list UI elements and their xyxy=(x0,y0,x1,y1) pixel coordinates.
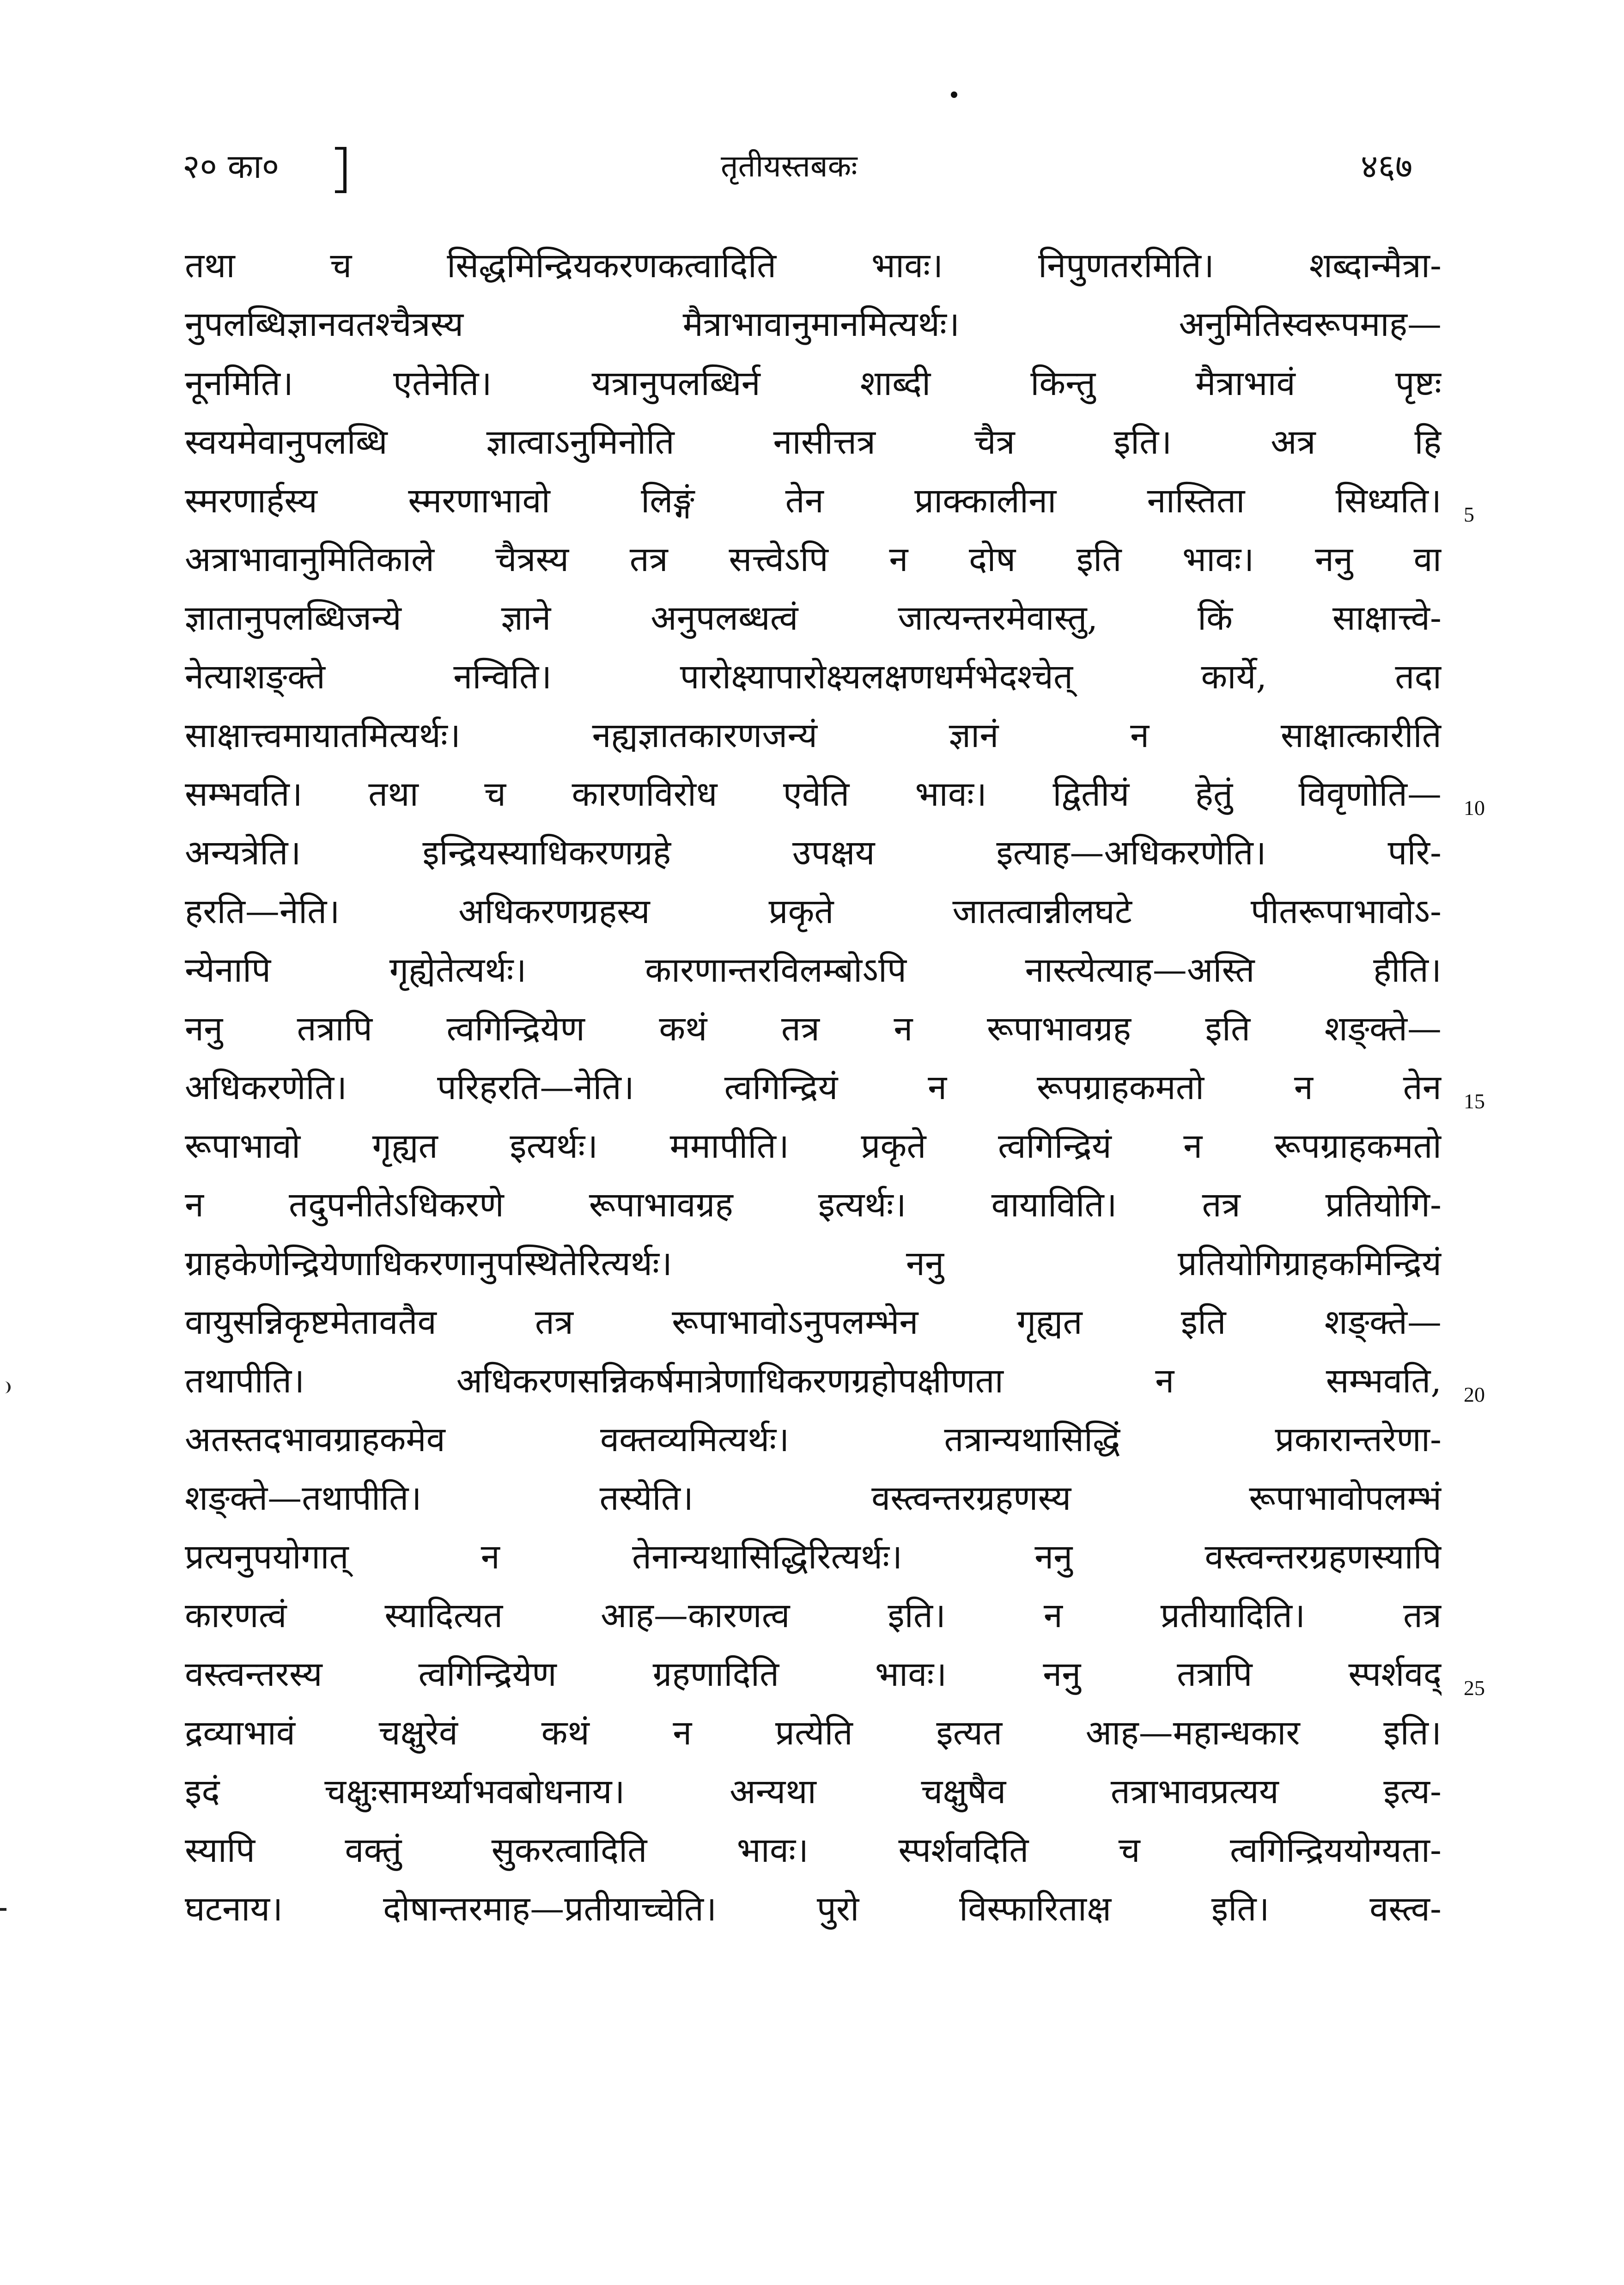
text-line: शङ्क्ते—तथापीति। तस्येति। वस्त्वन्तरग्रहणस्य रूपाभावोपलम्भं xyxy=(185,1478,1442,1518)
text-line: वस्त्वन्तरस्य त्वगिन्द्रियेण ग्रहणादिति भावः। ननु तत्रापि स्पर्शवद् xyxy=(185,1654,1442,1694)
text-line: अत्राभावानुमितिकाले चैत्रस्य तत्र सत्त्वेऽपि न दोष इति भावः। ननु वा xyxy=(185,540,1442,579)
text-line: प्रत्यनुपयोगात् न तेनान्यथासिद्धिरित्यर्थः। ननु वस्त्वन्तरग्रहणस्यापि xyxy=(185,1537,1442,1577)
text-line: तथा च सिद्धमिन्द्रियकरणकत्वादिति भावः। निपुणतरमिति। शब्दान्मैत्रा- xyxy=(185,246,1442,286)
text-line: हरति—नेति। अधिकरणग्रहस्य प्रकृते जातत्वान्नीलघटे पीतरूपाभावोऽ- xyxy=(185,892,1442,931)
text-line: इदं चक्षुःसामर्थ्याभवबोधनाय। अन्यथा चक्षुषैव तत्राभावप्रत्यय इत्य- xyxy=(185,1772,1442,1811)
line-number: 15 xyxy=(1464,1089,1485,1113)
running-header-title: तृतीयस्तबकः xyxy=(721,148,858,184)
text-line: द्रव्याभावं चक्षुरेवं कथं न प्रत्येति इत्यत आह—महान्धकार इति। xyxy=(185,1713,1442,1753)
text-line: न तदुपनीतेऽधिकरणे रूपाभावग्रह इत्यर्थः। वायाविति। तत्र प्रतियोगि- xyxy=(185,1185,1442,1225)
running-header-left: २० का० xyxy=(182,147,280,186)
text-line: सम्भवति। तथा च कारणविरोध एवेति भावः। द्वितीयं हेतुं विवृणोति— xyxy=(185,774,1442,814)
text-line: घटनाय। दोषान्तरमाह—प्रतीयाच्चेति। पुरो विस्फारिताक्ष इति। वस्त्व- xyxy=(185,1889,1442,1929)
text-line: अधिकरणेति। परिहरति—नेति। त्वगिन्द्रियं न रूपग्राहकमतो न तेन xyxy=(185,1068,1442,1107)
margin-mark xyxy=(0,1381,11,1393)
line-number: 25 xyxy=(1464,1676,1485,1700)
text-line: अतस्तदभावग्राहकमेव वक्तव्यमित्यर्थः। तत्रान्यथासिद्धिं प्रकारान्तरेणा- xyxy=(185,1420,1442,1459)
text-line: तथापीति। अधिकरणसन्निकर्षमात्रेणाधिकरणग्रहोपक्षीणता न सम्भवति, xyxy=(185,1361,1442,1401)
line-number: 10 xyxy=(1464,796,1485,820)
page-number: ४६७ xyxy=(1361,147,1413,186)
text-line: अन्यत्रेति। इन्द्रियस्याधिकरणग्रहे उपक्षय इत्याह—अधिकरणेति। परि- xyxy=(185,833,1442,873)
ink-dot xyxy=(951,91,957,98)
text-line: स्मरणार्हस्य स्मरणाभावो लिङ्गं तेन प्राक्कालीना नास्तिता सिध्यति। xyxy=(185,481,1442,521)
text-line: रूपाभावो गृह्यत इत्यर्थः। ममापीति। प्रकृते त्वगिन्द्रियं न रूपग्राहकमतो xyxy=(185,1126,1442,1166)
text-line: कारणत्वं स्यादित्यत आह—कारणत्व इति। न प्रतीयादिति। तत्र xyxy=(185,1596,1442,1635)
text-line: साक्षात्त्वमायातमित्यर्थः। नह्यज्ञातकारणजन्यं ज्ञानं न साक्षात्कारीति xyxy=(185,716,1442,755)
text-line: वायुसन्निकृष्टमेतावतैव तत्र रूपाभावोऽनुपलम्भेन गृह्यत इति शङ्क्ते— xyxy=(185,1302,1442,1342)
text-line: नूनमिति। एतेनेति। यत्रानुपलब्धिर्न शाब्दी किन्तु मैत्राभावं पृष्टः xyxy=(185,364,1442,403)
line-number: 5 xyxy=(1464,503,1474,526)
text-line: नेत्याशङ्क्ते नन्विति। पारोक्ष्यापारोक्ष्यलक्षणधर्मभेदश्चेत् कार्ये, तदा xyxy=(185,657,1442,697)
margin-mark xyxy=(0,1908,6,1911)
text-line: ज्ञातानुपलब्धिजन्ये ज्ञाने अनुपलब्धत्वं जात्यन्तरमेवास्तु, किं साक्षात्त्वे- xyxy=(185,598,1442,638)
text-line: ग्राहकेणेन्द्रियेणाधिकरणानुपस्थितेरित्यर्थः। ननु प्रतियोगिग्राहकमिन्द्रियं xyxy=(185,1244,1442,1283)
text-line: ननु तत्रापि त्वगिन्द्रियेण कथं तत्र न रूपाभावग्रह इति शङ्क्ते— xyxy=(185,1009,1442,1049)
text-line: नुपलब्धिज्ञानवतश्चैत्रस्य मैत्राभावानुमानमित्यर्थः। अनुमितिस्वरूपमाह— xyxy=(185,304,1442,344)
line-number: 20 xyxy=(1464,1383,1485,1406)
text-line: स्यापि वक्तुं सुकरत्वादिति भावः। स्पर्शवदिति च त्वगिन्द्रिययोग्यता- xyxy=(185,1830,1442,1870)
header-bracket xyxy=(335,147,347,193)
text-line: न्येनापि गृह्येतेत्यर्थः। कारणान्तरविलम्बोऽपि नास्त्येत्याह—अस्ति हीति। xyxy=(185,950,1442,990)
text-line: स्वयमेवानुपलब्धि ज्ञात्वाऽनुमिनोति नासीत्तत्र चैत्र इति। अत्र हि xyxy=(185,422,1442,462)
